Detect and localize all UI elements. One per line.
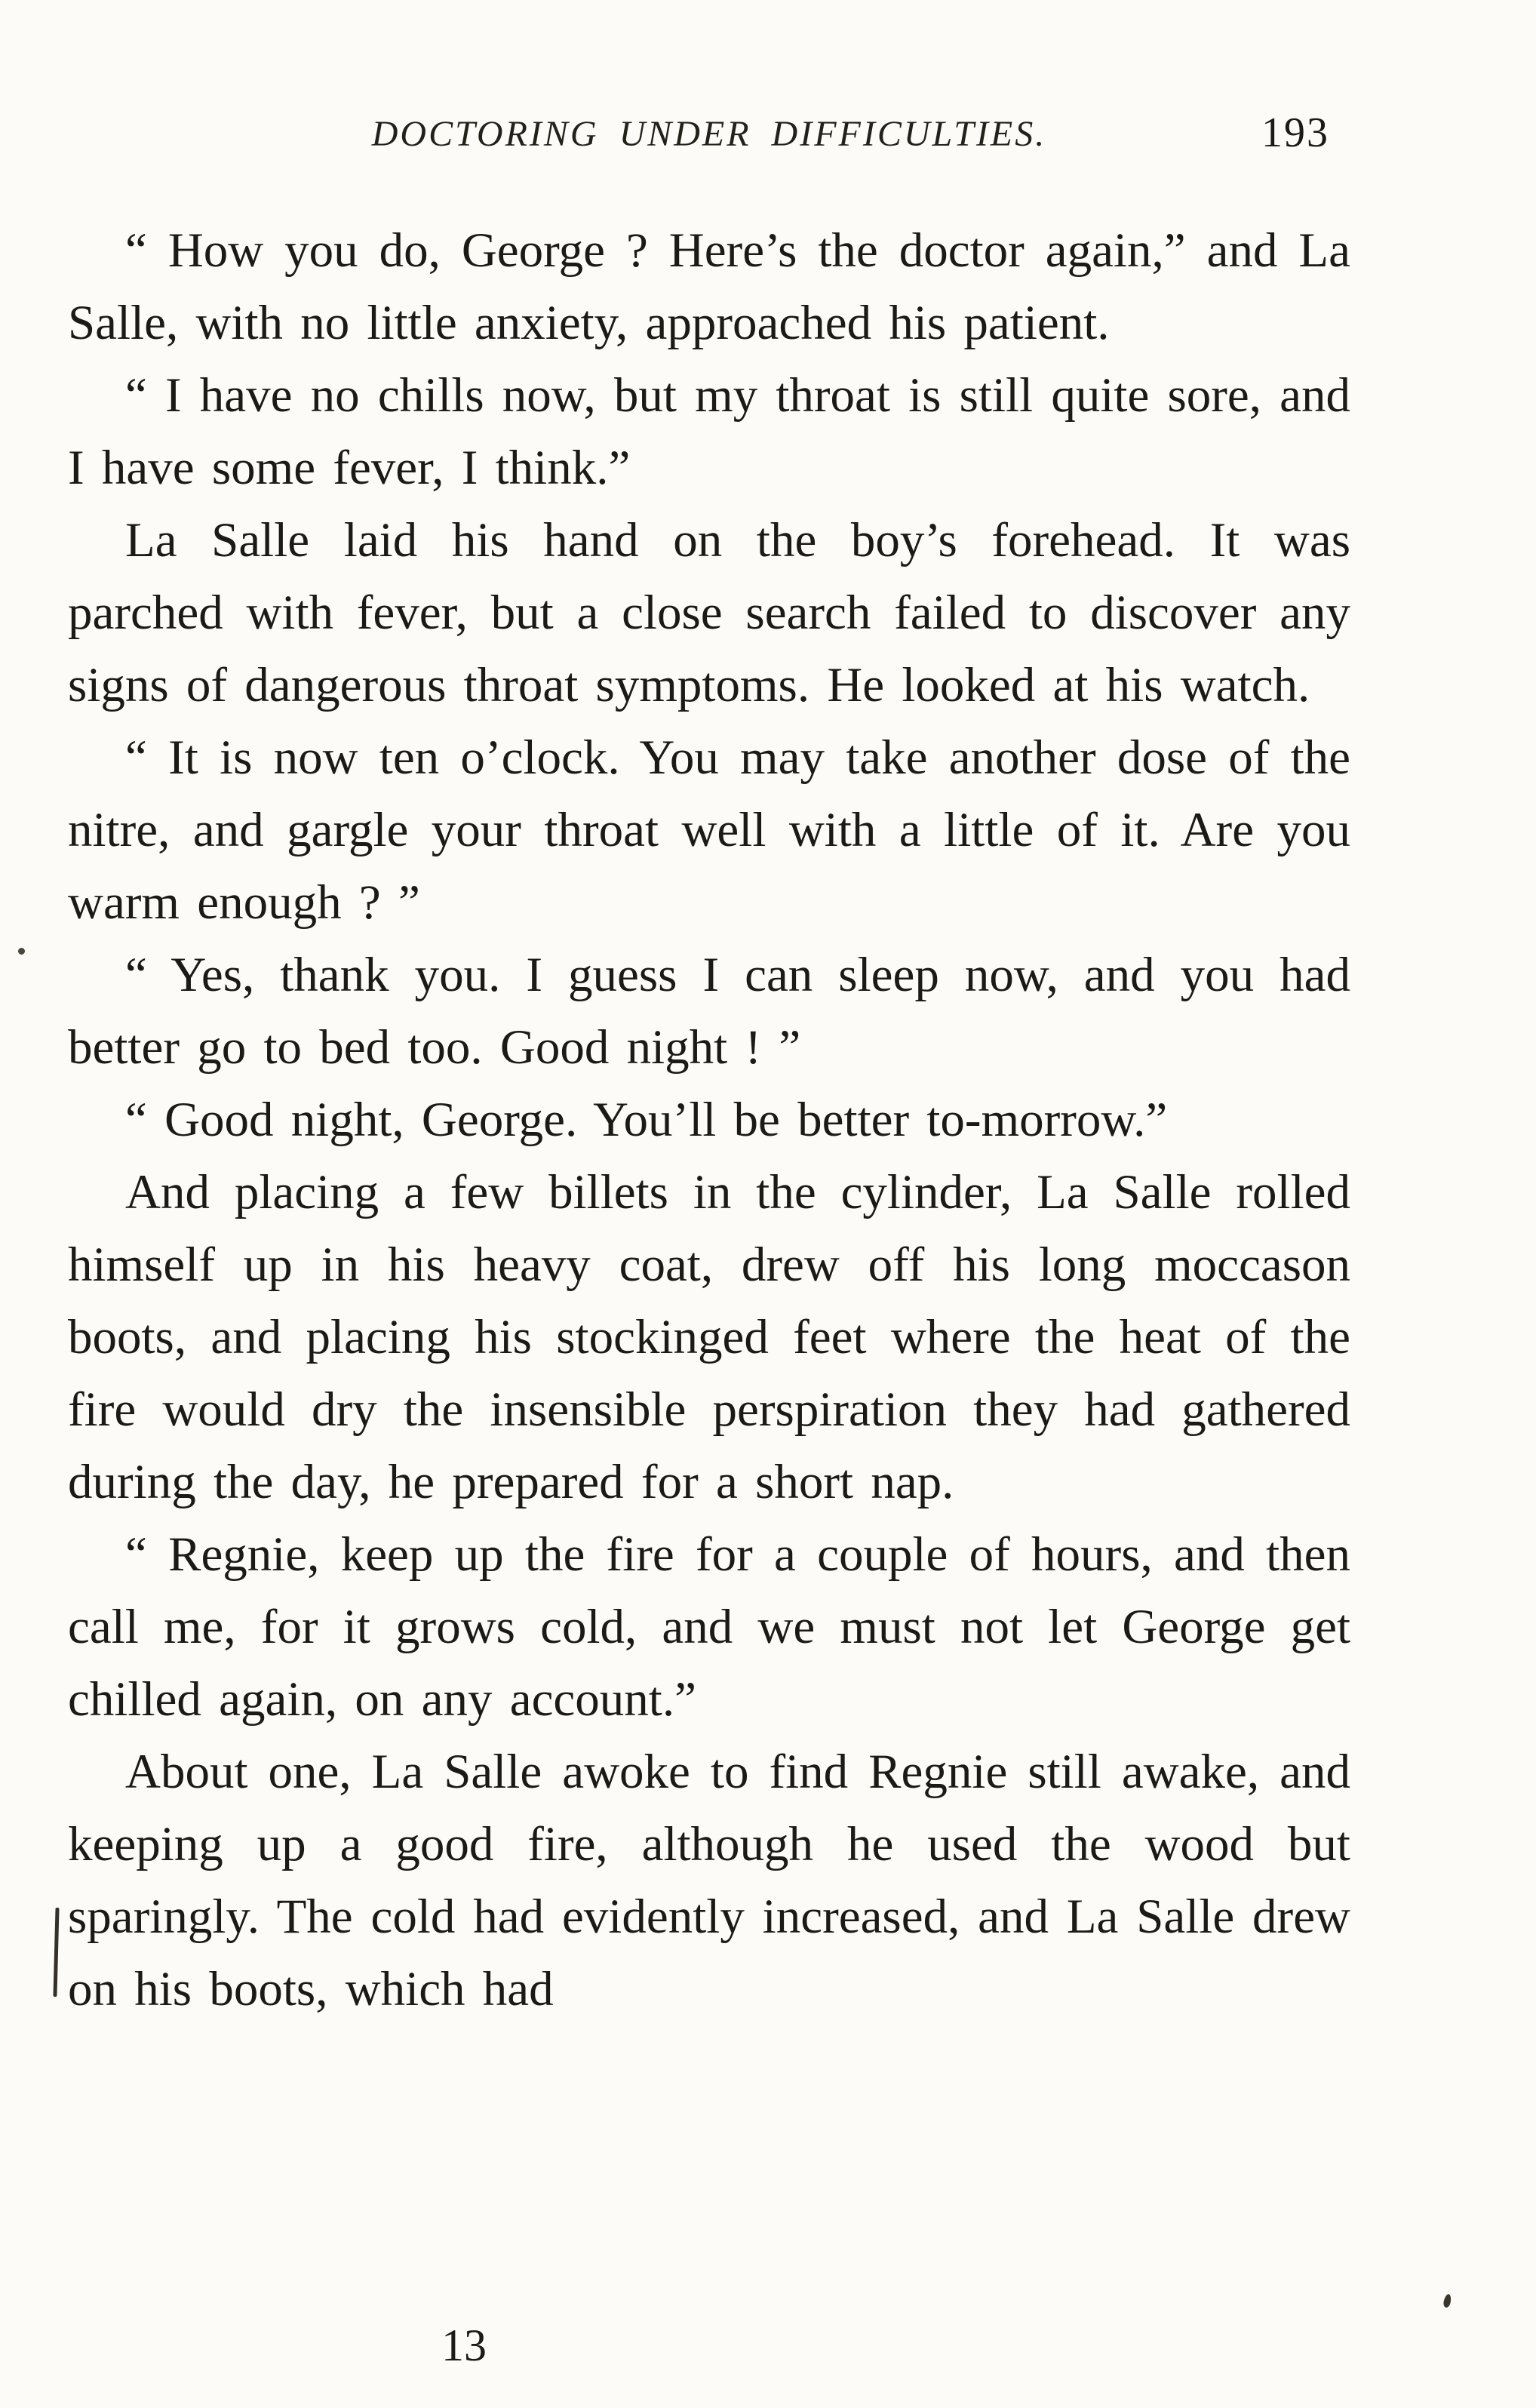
paragraph: “ How you do, George ? Here’s the doctor again,” and La Salle, with no little anxiety, approached his patient. [68,223,1350,350]
scan-speck-dot [18,948,25,955]
scan-speck-mark [1442,2293,1452,2308]
paragraph: La Salle laid his hand on the boy’s forehead. It was parched with fever, but a close search failed to discover any signs of dangerous throat symptoms. He looked at his watch. [68,513,1350,712]
scan-artifact-line [53,1908,59,1997]
paragraph: “ Regnie, keep up the fire for a couple of hours, and then call me, for it grows cold, and we must not let George get chilled again, on any account.” [68,1527,1350,1727]
running-title: DOCTORING UNDER DIFFICULTIES. [371,114,1047,154]
page-number: 193 [1261,109,1329,156]
paragraph: “ Good night, George. You’ll be better to-morrow.” [125,1093,1168,1147]
signature-number: 13 [441,2320,487,2370]
paragraph: About one, La Salle awoke to find Regnie still awake, and keeping up a good fire, although he used the wood but sparingly. The cold had evidently increased, and La Salle drew on his boots, which had [68,1745,1350,2016]
paragraph: “ I have no chills now, but my throat is still quite sore, and I have some fever, I think.” [68,368,1350,495]
page-body [68,214,1350,2025]
page-header [68,109,1350,166]
paragraph: “ Yes, thank you. I guess I can sleep now, and you had better go to bed too. Good night ! ” [68,948,1350,1075]
paragraph: “ It is now ten o’clock. You may take another dose of the nitre, and gargle your throat well with a little of it. Are you warm enough ? ” [68,730,1350,930]
paragraph: And placing a few billets in the cylinder, La Salle rolled himself up in his heavy coat, drew off his long moccason boots, and placing his stockinged feet where the heat of the fire would dry the insensible perspiration they had gathered during the day, he prepared for a short nap. [68,1165,1350,1509]
